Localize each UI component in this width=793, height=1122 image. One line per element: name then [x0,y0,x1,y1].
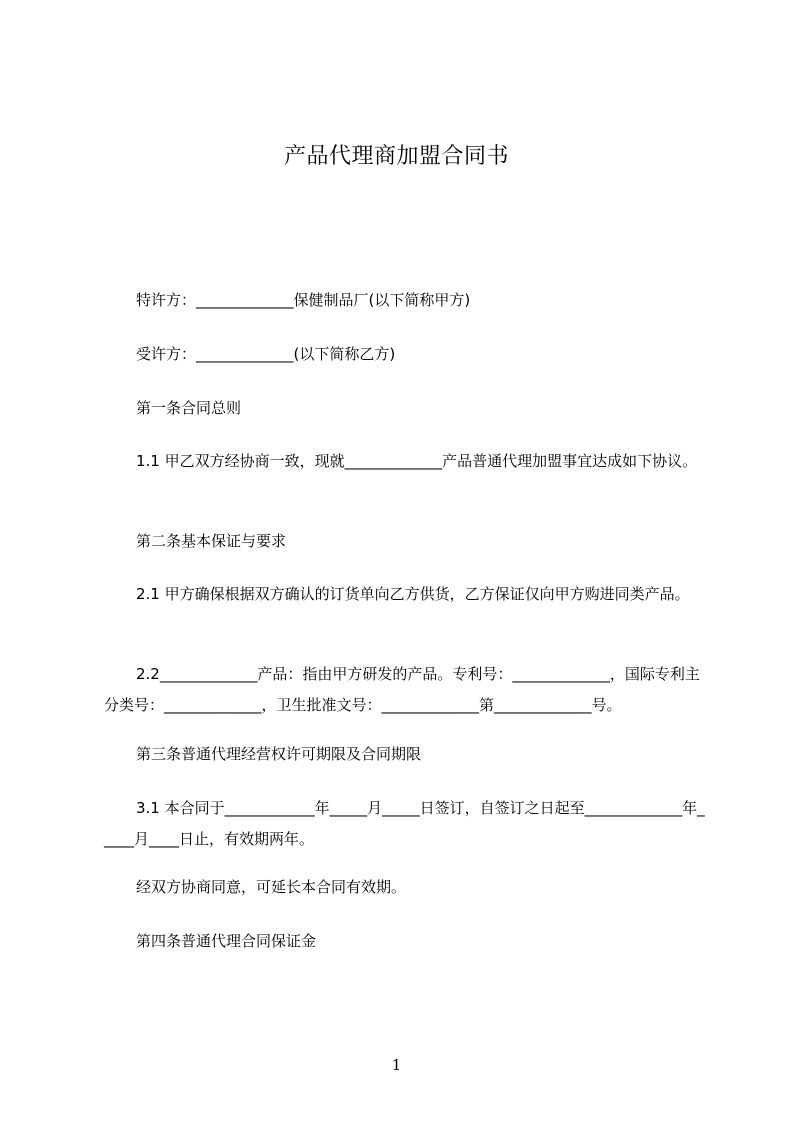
licensor-line: 特许方：_____________保健制品厂(以下简称甲方) [136,291,471,309]
clause-1-1: 1.1 甲乙双方经协商一致，现就_____________产品普通代理加盟事宜达成如下协议。 [136,452,698,470]
article-1-heading: 第一条合同总则 [136,399,242,417]
document-title: 产品代理商加盟合同书 [283,144,509,169]
extension-note: 经双方协商同意，可延长本合同有效期。 [136,878,407,896]
licensee-line: 受许方：_____________(以下简称乙方) [136,345,396,363]
page-number: 1 [391,1056,402,1074]
article-3-heading: 第三条普通代理经营权许可期限及合同期限 [136,745,422,763]
article-2-heading: 第二条基本保证与要求 [136,532,287,550]
clause-2-1: 2.1 甲方确保根据双方确认的订货单向乙方供货，乙方保证仅向甲方购进同类产品。 [136,585,690,603]
clause-3-1: 3.1 本合同于____________年_____月_____日签订，自签订之日起至_____________年_____月____日止，有效期两年。 [104,799,705,848]
clause-2-2: 2.2_____________产品：指由甲方研发的产品。专利号：_____________，国际专利主分类号：_____________，卫生批准文号：_____________第_____________号。 [104,665,700,714]
article-4-heading: 第四条普通代理合同保证金 [136,932,317,950]
